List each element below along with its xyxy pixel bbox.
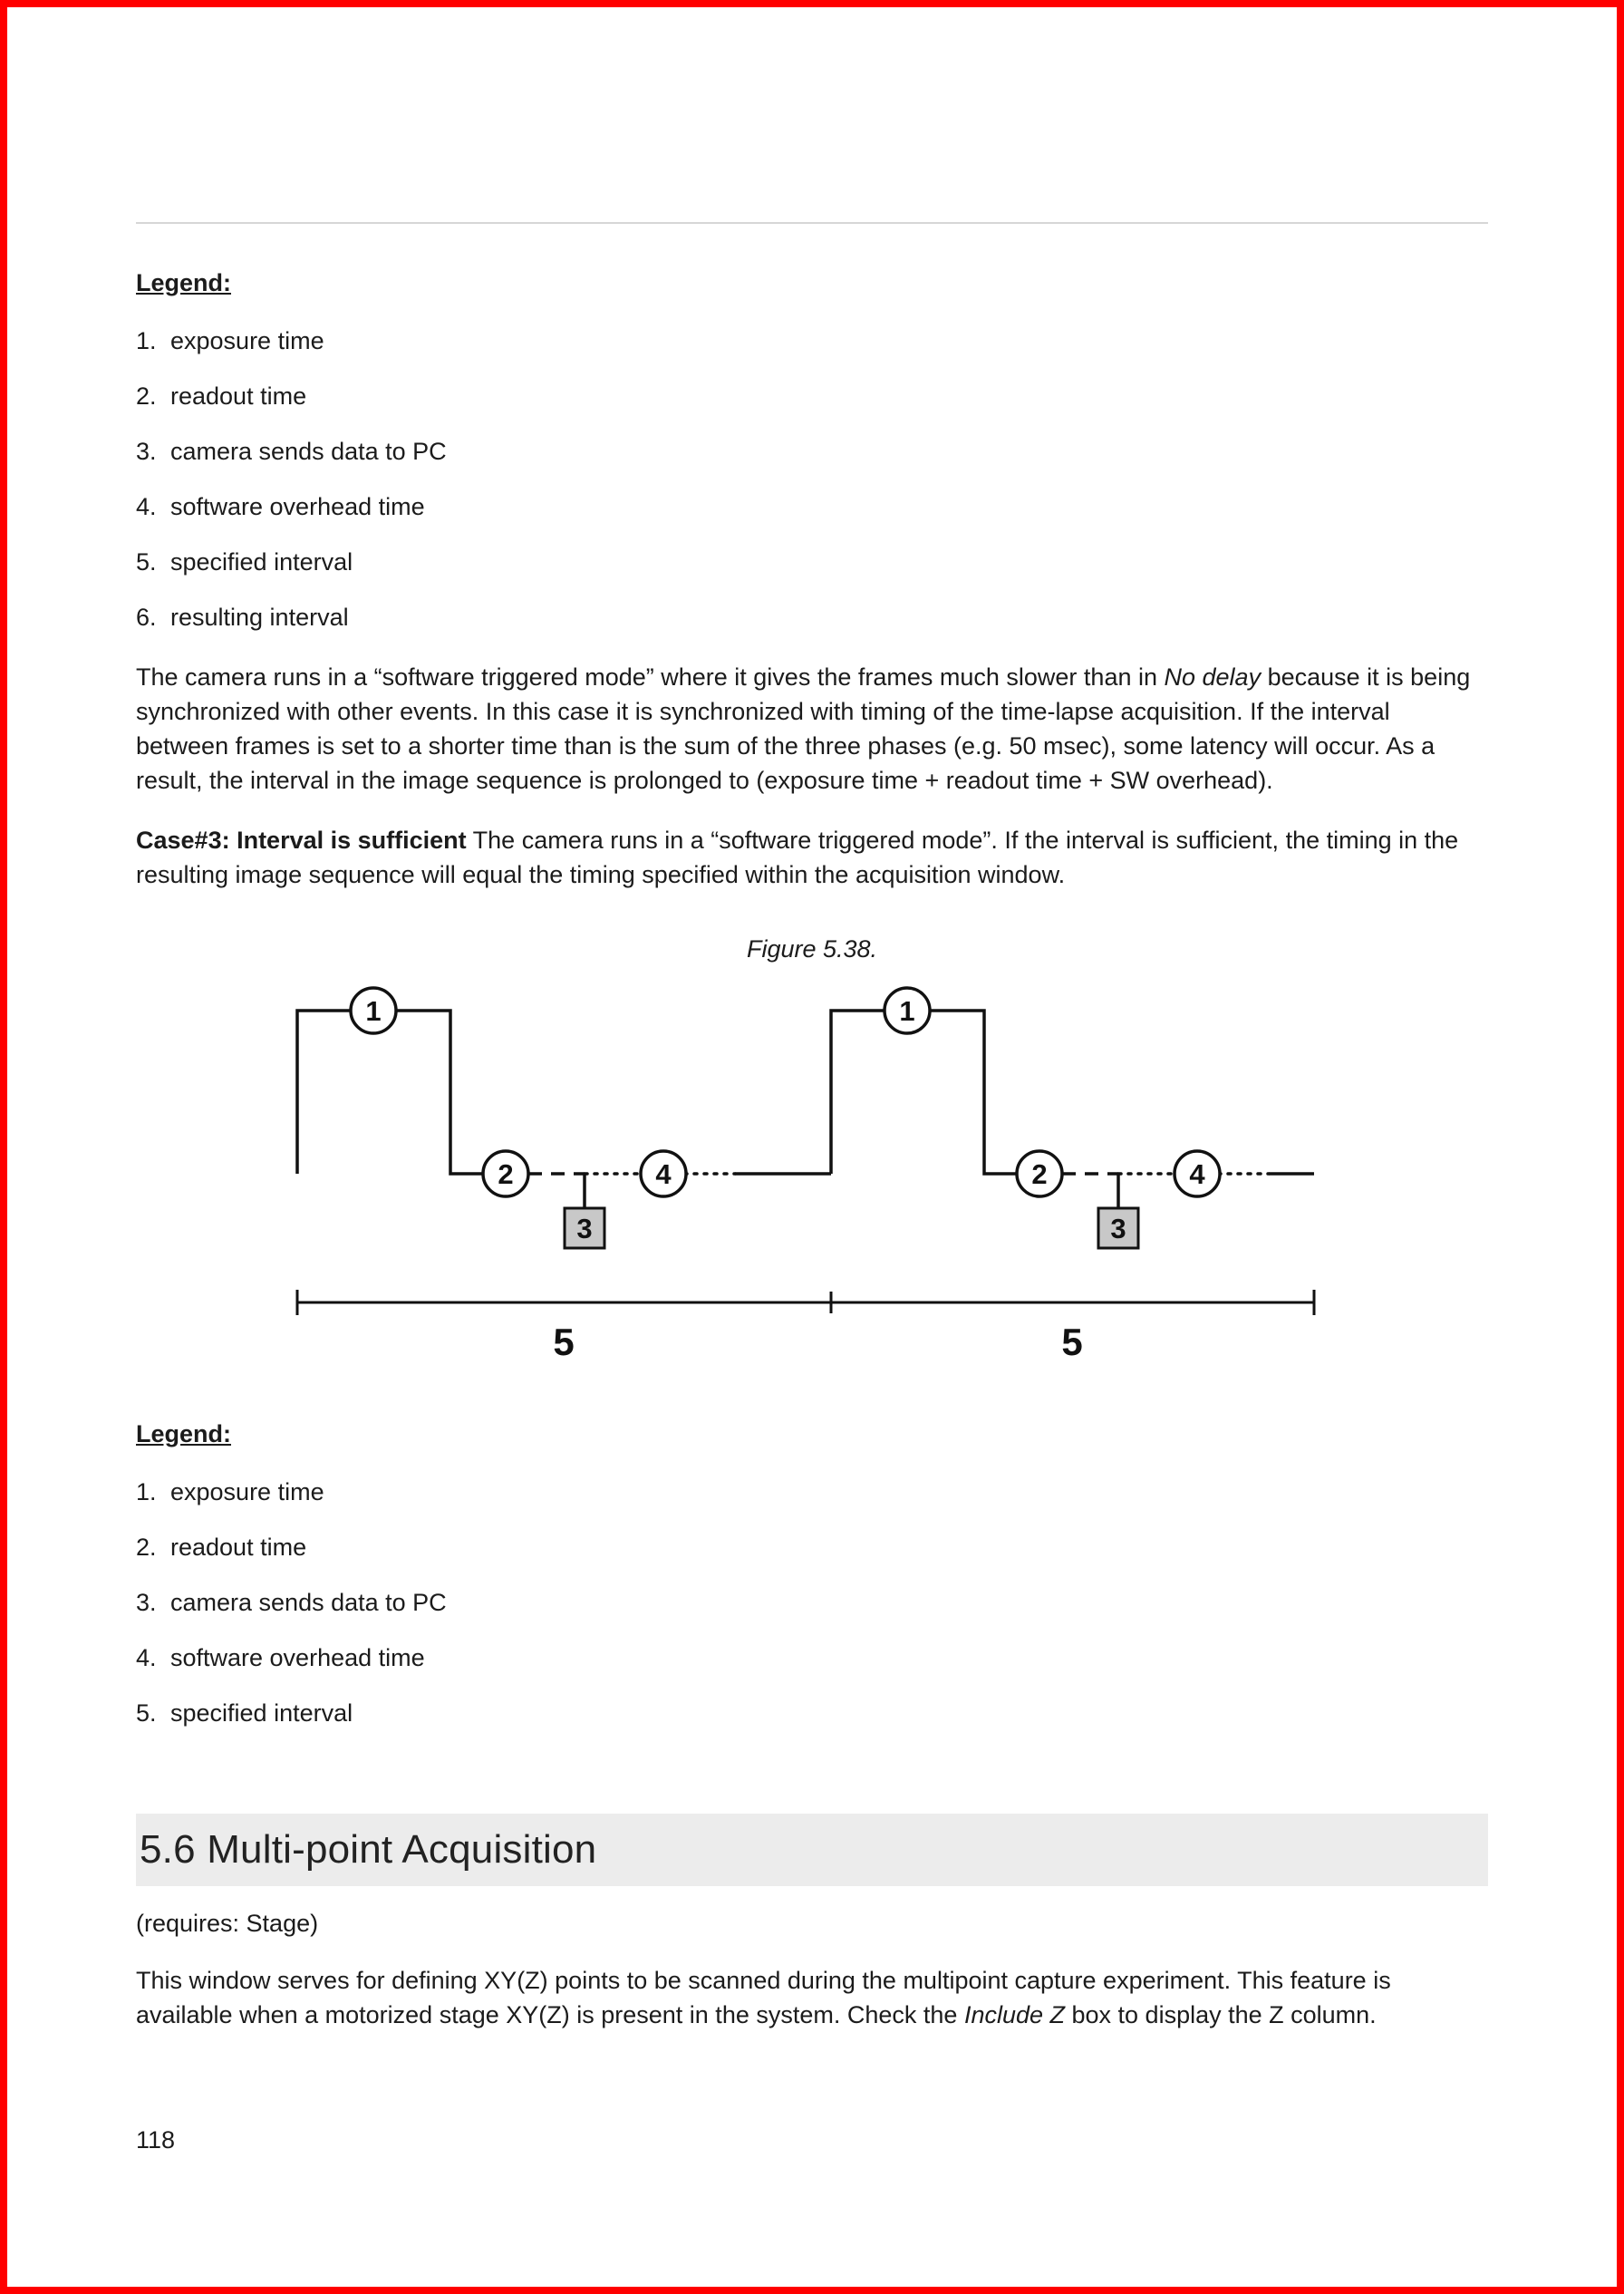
legend-item-text: readout time (170, 382, 307, 410)
legend-item (136, 380, 1488, 413)
paragraph-software-mode (136, 660, 1488, 798)
marker-3-label: 3 (1110, 1213, 1126, 1244)
legend-item (136, 435, 1488, 469)
legend-item (136, 324, 1488, 358)
interval-ruler (297, 1290, 1314, 1363)
legend-top-title: Legend: (136, 269, 231, 296)
paragraph-multipoint (136, 1963, 1488, 2032)
paragraph-text: The camera runs in a “software triggered mode” where it gives the frames much slower than in (136, 663, 1165, 691)
interval-5-label: 5 (553, 1321, 575, 1363)
legend-item (136, 1476, 1488, 1509)
paragraph-text: The camera runs in a “software triggered mode”. If the interval is sufficient, the timing in the resulting image sequence will equal the timing specified within the acquisition window. (136, 827, 1459, 888)
legend-item (136, 601, 1488, 634)
paragraph-italic-include-z: Include Z (963, 2001, 1065, 2028)
legend-item-number: 4. (136, 493, 157, 520)
timing-diagram (136, 976, 1488, 1375)
legend-item (136, 1641, 1488, 1675)
legend-item-number: 1. (136, 327, 157, 354)
legend-item (136, 546, 1488, 579)
case3-bold-lead: Case#3: Interval is sufficient (136, 827, 467, 854)
legend-item (136, 1531, 1488, 1564)
page-number: 118 (136, 2126, 176, 2154)
legend-item-text: software overhead time (170, 493, 425, 520)
marker-2-label: 2 (498, 1158, 514, 1190)
legend-item-text: resulting interval (170, 604, 349, 631)
paragraph-case3 (136, 823, 1488, 892)
legend-bottom-title: Legend: (136, 1420, 231, 1447)
exposure-pulse (831, 1011, 1039, 1174)
legend-item-number: 6. (136, 604, 157, 631)
legend-bottom-list (136, 1476, 1488, 1730)
paragraph-text: This window serves for defining XY(Z) points to be scanned during the multipoint capture experiment. This feature is available when a motorized stage XY(Z) is present in the system. Check the (136, 1967, 1391, 2028)
marker-3-label: 3 (576, 1213, 593, 1244)
marker-1-label: 1 (899, 995, 915, 1027)
top-divider (136, 222, 1488, 224)
legend-item-number: 3. (136, 1589, 157, 1616)
waveform-cycle-1 (297, 988, 831, 1248)
paragraph-text: because it is being synchronized with other events. In this case it is synchronized with timing of the time-lapse acquisition. If the interval between frames is set to a shorter time than is the sum of the three phases (e.g. 50 msec), some latency will occur. As a result, the interval in the image sequence is prolonged to (exposure time + readout time + SW overhead). (136, 663, 1471, 794)
marker-4-label: 4 (1189, 1158, 1205, 1190)
legend-item-number: 5. (136, 548, 157, 576)
legend-item-number: 1. (136, 1478, 157, 1505)
page-content (7, 222, 1617, 2154)
legend-item-number: 5. (136, 1699, 157, 1727)
legend-item-text: exposure time (170, 1478, 324, 1505)
marker-1-label: 1 (365, 995, 382, 1027)
legend-item-number: 4. (136, 1644, 157, 1671)
marker-4-label: 4 (655, 1158, 672, 1190)
section-requires-note: (requires: Stage) (136, 1910, 319, 1937)
legend-item (136, 1586, 1488, 1620)
legend-item-text: readout time (170, 1534, 307, 1561)
legend-item-text: specified interval (170, 1699, 353, 1727)
interval-5-label: 5 (1061, 1321, 1083, 1363)
legend-top-list (136, 324, 1488, 634)
exposure-pulse (297, 1011, 506, 1174)
figure-caption: Figure 5.38. (746, 935, 878, 963)
marker-2-label: 2 (1031, 1158, 1048, 1190)
legend-item (136, 490, 1488, 524)
section-heading-5-6: 5.6 Multi-point Acquisition (136, 1814, 1488, 1886)
waveform-cycle-2 (831, 988, 1314, 1248)
paragraph-italic-no-delay: No delay (1164, 663, 1262, 691)
legend-item (136, 1697, 1488, 1730)
legend-item-number: 2. (136, 1534, 157, 1561)
legend-item-text: software overhead time (170, 1644, 425, 1671)
legend-item-number: 2. (136, 382, 157, 410)
legend-item-text: camera sends data to PC (170, 438, 447, 465)
legend-item-text: specified interval (170, 548, 353, 576)
legend-item-text: exposure time (170, 327, 324, 354)
legend-item-number: 3. (136, 438, 157, 465)
paragraph-text: box to display the Z column. (1065, 2001, 1377, 2028)
legend-item-text: camera sends data to PC (170, 1589, 447, 1616)
figure-5-38 (136, 976, 1488, 1375)
